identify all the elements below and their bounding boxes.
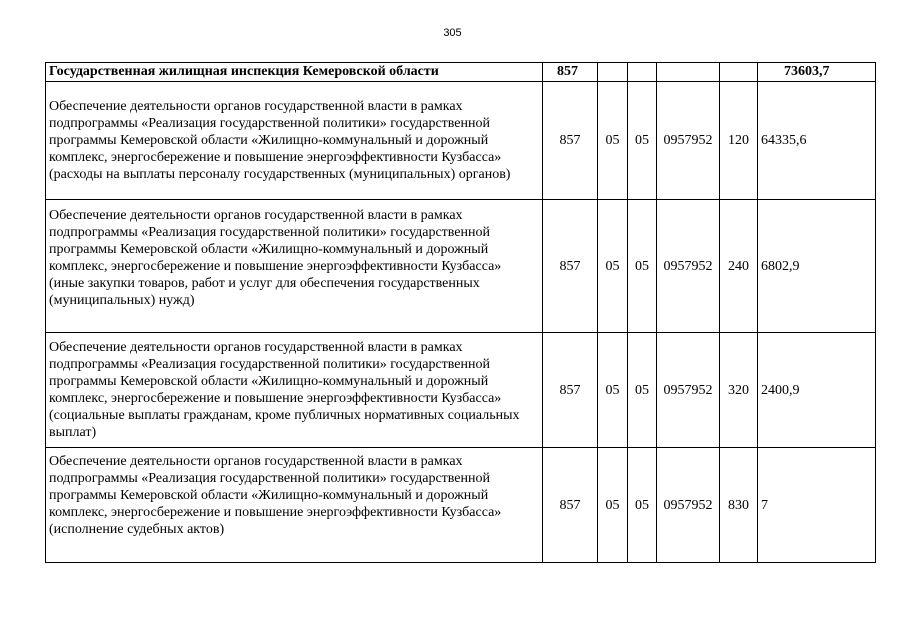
row-name-text: Обеспечение деятельности органов государственной власти в рамках подпрограммы «Реализация государственной политики» государственной программы Кемеровской области «Жилищно-коммунальный и дорожный комплекс, энергосбережение и повышение энергоэффективности Кузбасса» (исполнение судебных актов) xyxy=(49,454,502,537)
row-subsection-cell: 05 xyxy=(628,200,657,333)
section-cell xyxy=(598,63,628,82)
expense-type-cell xyxy=(720,63,758,82)
total-sum-cell: 73603,7 xyxy=(758,63,876,82)
table-row xyxy=(46,448,876,563)
row-sum-cell: 7 xyxy=(758,448,876,563)
row-section-cell: 05 xyxy=(598,333,628,448)
budget-table xyxy=(45,62,876,563)
row-code-cell: 857 xyxy=(543,200,598,333)
row-target-cell: 0957952 xyxy=(657,448,720,563)
row-section-cell: 05 xyxy=(598,200,628,333)
row-name-cell xyxy=(46,200,543,333)
row-sum-cell: 2400,9 xyxy=(758,333,876,448)
row-section-cell: 05 xyxy=(598,448,628,563)
row-name-cell xyxy=(46,82,543,200)
target-article-cell xyxy=(657,63,720,82)
subsection-cell xyxy=(628,63,657,82)
row-subsection-cell: 05 xyxy=(628,448,657,563)
row-target-cell: 0957952 xyxy=(657,200,720,333)
row-sum-cell: 64335,6 xyxy=(758,82,876,200)
agency-name-cell: Государственная жилищная инспекция Кемеровской области xyxy=(46,63,543,82)
row-expense-type-cell: 240 xyxy=(720,200,758,333)
agency-code-cell: 857 xyxy=(543,63,598,82)
row-target-cell: 0957952 xyxy=(657,333,720,448)
row-name-cell xyxy=(46,448,543,563)
row-expense-type-cell: 120 xyxy=(720,82,758,200)
row-section-cell: 05 xyxy=(598,82,628,200)
row-code-cell: 857 xyxy=(543,448,598,563)
table-row xyxy=(46,200,876,333)
row-name-cell xyxy=(46,333,543,448)
table-header-row xyxy=(46,63,876,82)
row-expense-type-cell: 320 xyxy=(720,333,758,448)
row-expense-type-cell: 830 xyxy=(720,448,758,563)
row-sum-cell: 6802,9 xyxy=(758,200,876,333)
row-name-text: Обеспечение деятельности органов государственной власти в рамках подпрограммы «Реализация государственной политики» государственной программы Кемеровской области «Жилищно-коммунальный и дорожный комплекс, энергосбережение и повышение энергоэффективности Кузбасса» (иные закупки товаров, работ и услуг для обеспечения государственных (муниципальных) нужд) xyxy=(49,208,502,308)
row-code-cell: 857 xyxy=(543,82,598,200)
row-target-cell: 0957952 xyxy=(657,82,720,200)
row-subsection-cell: 05 xyxy=(628,333,657,448)
row-name-text: Обеспечение деятельности органов государственной власти в рамках подпрограммы «Реализация государственной политики» государственной программы Кемеровской области «Жилищно-коммунальный и дорожный комплекс, энергосбережение и повышение энергоэффективности Кузбасса» (расходы на выплаты персоналу государственных (муниципальных) органов) xyxy=(49,99,511,182)
table-row xyxy=(46,82,876,200)
row-code-cell: 857 xyxy=(543,333,598,448)
row-name-text: Обеспечение деятельности органов государственной власти в рамках подпрограммы «Реализация государственной политики» государственной программы Кемеровской области «Жилищно-коммунальный и дорожный комплекс, энергосбережение и повышение энергоэффективности Кузбасса» (социальные выплаты гражданам, кроме публичных нормативных социальных выплат) xyxy=(49,340,520,440)
table-row xyxy=(46,333,876,448)
page-number: 305 xyxy=(443,27,462,39)
row-subsection-cell: 05 xyxy=(628,82,657,200)
